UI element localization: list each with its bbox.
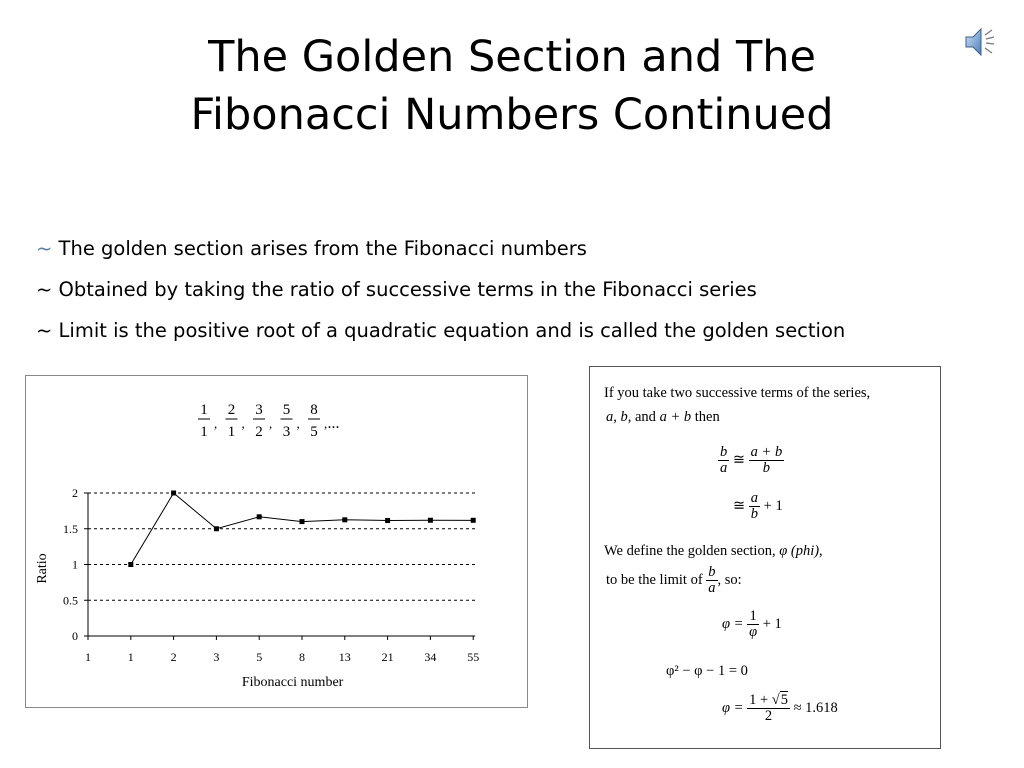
fraction-apb-over-b: $\frac{a + b}{b}$ bbox=[750, 444, 783, 476]
bullet-text: The golden section arises from the Fibonacci numbers bbox=[58, 237, 587, 260]
chart-x-axis-label: Fibonacci number bbox=[241, 675, 344, 690]
chart-y-tick-label: 0.5 bbox=[63, 593, 78, 608]
chart-title-fraction-numerator: 1 bbox=[200, 402, 208, 418]
math-and: , and bbox=[627, 409, 656, 425]
bullet-item bbox=[36, 310, 1006, 351]
speaker-sound-icon[interactable] bbox=[962, 24, 998, 60]
math-equation-2 bbox=[733, 491, 783, 522]
math-equation-1 bbox=[718, 445, 784, 476]
chart-title-fraction-comma: , bbox=[214, 416, 218, 431]
chart-title-fraction-numerator: 3 bbox=[255, 402, 263, 418]
bullet-list bbox=[36, 228, 1006, 351]
math-intro-line-1: If you take two successive terms of the series, bbox=[604, 385, 871, 401]
chart-data-point bbox=[428, 518, 433, 523]
math-define-line-2 bbox=[606, 565, 742, 596]
bullet-marker: ~ bbox=[36, 237, 53, 260]
chart-title-fraction-comma: , bbox=[324, 416, 328, 431]
chart-y-axis-label: Ratio bbox=[35, 553, 50, 584]
chart-x-tick-label: 13 bbox=[338, 650, 351, 664]
math-phi: φ bbox=[779, 543, 788, 559]
math-define-text: We define the golden section, bbox=[604, 543, 776, 559]
bullet-text: Limit is the positive root of a quadratic equation and is called the golden section bbox=[58, 319, 846, 342]
math-then: then bbox=[694, 409, 720, 425]
chart-data-point bbox=[300, 519, 305, 524]
fraction-a-over-b: $\frac{a}{b}$ bbox=[750, 490, 759, 522]
slide-title-line-1: The Golden Section and The bbox=[208, 32, 816, 82]
chart-data-point bbox=[128, 562, 133, 567]
chart-title-fraction-numerator: 5 bbox=[282, 402, 291, 418]
fraction-b-over-a: $\frac{b}{a}$ bbox=[708, 564, 716, 596]
fraction-1-over-phi: $\frac{1}{\varphi}$ bbox=[749, 608, 758, 640]
chart-data-point bbox=[214, 526, 219, 531]
chart-y-tick-label: 0 bbox=[72, 629, 78, 643]
math-approx-value: ≈ 1.618 bbox=[793, 699, 838, 716]
chart-x-tick-label: 8 bbox=[299, 650, 305, 664]
chart-title-fraction-comma: , bbox=[269, 416, 273, 431]
math-equation-4: φ² − φ − 1 = 0 bbox=[666, 663, 748, 679]
math-phi-equals: φ = bbox=[722, 615, 744, 632]
chart-data-point bbox=[257, 514, 262, 519]
chart-title-ellipsis: ... bbox=[327, 415, 340, 432]
math-intro-line-2: a, b, and a + b then bbox=[606, 409, 720, 425]
chart-title-fraction-denominator: 1 bbox=[227, 424, 236, 440]
chart-x-tick-label: 55 bbox=[467, 650, 480, 664]
chart-title-fraction-denominator: 2 bbox=[255, 424, 263, 440]
chart-title-fraction-numerator: 8 bbox=[310, 402, 318, 418]
math-equation-3 bbox=[722, 609, 782, 640]
ratio-chart-panel bbox=[25, 375, 528, 708]
bullet-item bbox=[36, 228, 1006, 269]
chart-x-tick-label: 5 bbox=[256, 650, 263, 664]
math-a-plus-b: a + b bbox=[659, 409, 692, 425]
math-equation-5 bbox=[722, 693, 838, 724]
chart-title-fraction-denominator: 3 bbox=[282, 424, 291, 440]
math-define-line-1 bbox=[604, 543, 823, 560]
math-approx-op: ≅ bbox=[733, 497, 746, 514]
chart-data-point bbox=[342, 517, 347, 522]
bullet-text: Obtained by taking the ratio of successive terms in the Fibonacci series bbox=[58, 278, 757, 301]
bullet-marker: ~ bbox=[36, 319, 53, 342]
chart-x-tick-label: 1 bbox=[85, 650, 91, 664]
chart-data-point bbox=[171, 491, 176, 496]
math-comma: , bbox=[819, 543, 823, 559]
fraction-b-over-a: $\frac{b}{a}$ bbox=[720, 444, 728, 476]
math-phi-name: (phi) bbox=[790, 543, 820, 559]
chart-series-line bbox=[131, 493, 473, 565]
math-plus-one: + 1 bbox=[762, 615, 782, 632]
chart-title-fraction-denominator: 5 bbox=[310, 424, 318, 440]
chart-x-tick-label: 2 bbox=[170, 650, 177, 664]
chart-x-tick-label: 34 bbox=[424, 650, 437, 664]
ratio-line-chart bbox=[26, 376, 527, 707]
chart-title-fraction-comma: , bbox=[241, 416, 245, 431]
chart-x-tick-label: 21 bbox=[381, 650, 394, 664]
chart-y-tick-label: 1.5 bbox=[63, 521, 78, 536]
golden-section-derivation bbox=[589, 366, 941, 749]
chart-y-tick-label: 2 bbox=[72, 486, 78, 500]
fraction-golden-ratio: $\frac{1 + √5}{2}$ bbox=[749, 692, 788, 724]
chart-title-fraction-denominator: 1 bbox=[200, 424, 208, 440]
math-var-b: b bbox=[620, 409, 628, 425]
chart-data-point bbox=[471, 518, 476, 523]
chart-title-fraction-comma: , bbox=[296, 416, 300, 431]
chart-x-tick-label: 1 bbox=[127, 650, 134, 664]
bullet-item bbox=[36, 269, 1006, 310]
bullet-marker: ~ bbox=[36, 278, 53, 301]
chart-y-tick-label: 1 bbox=[72, 557, 78, 572]
slide-title-line-2: Fibonacci Numbers Continued bbox=[190, 90, 834, 140]
math-phi-equals: φ = bbox=[722, 699, 744, 716]
math-approx-op: ≅ bbox=[732, 451, 746, 468]
chart-data-point bbox=[385, 518, 390, 523]
slide-title bbox=[0, 28, 1024, 144]
math-so-text: , so: bbox=[717, 571, 742, 588]
math-var-a: a bbox=[606, 409, 614, 425]
chart-x-tick-label: 3 bbox=[213, 650, 220, 664]
math-limit-text: to be the limit of bbox=[606, 571, 703, 588]
math-plus-one: + 1 bbox=[763, 497, 783, 514]
chart-title-fraction-numerator: 2 bbox=[227, 402, 236, 418]
